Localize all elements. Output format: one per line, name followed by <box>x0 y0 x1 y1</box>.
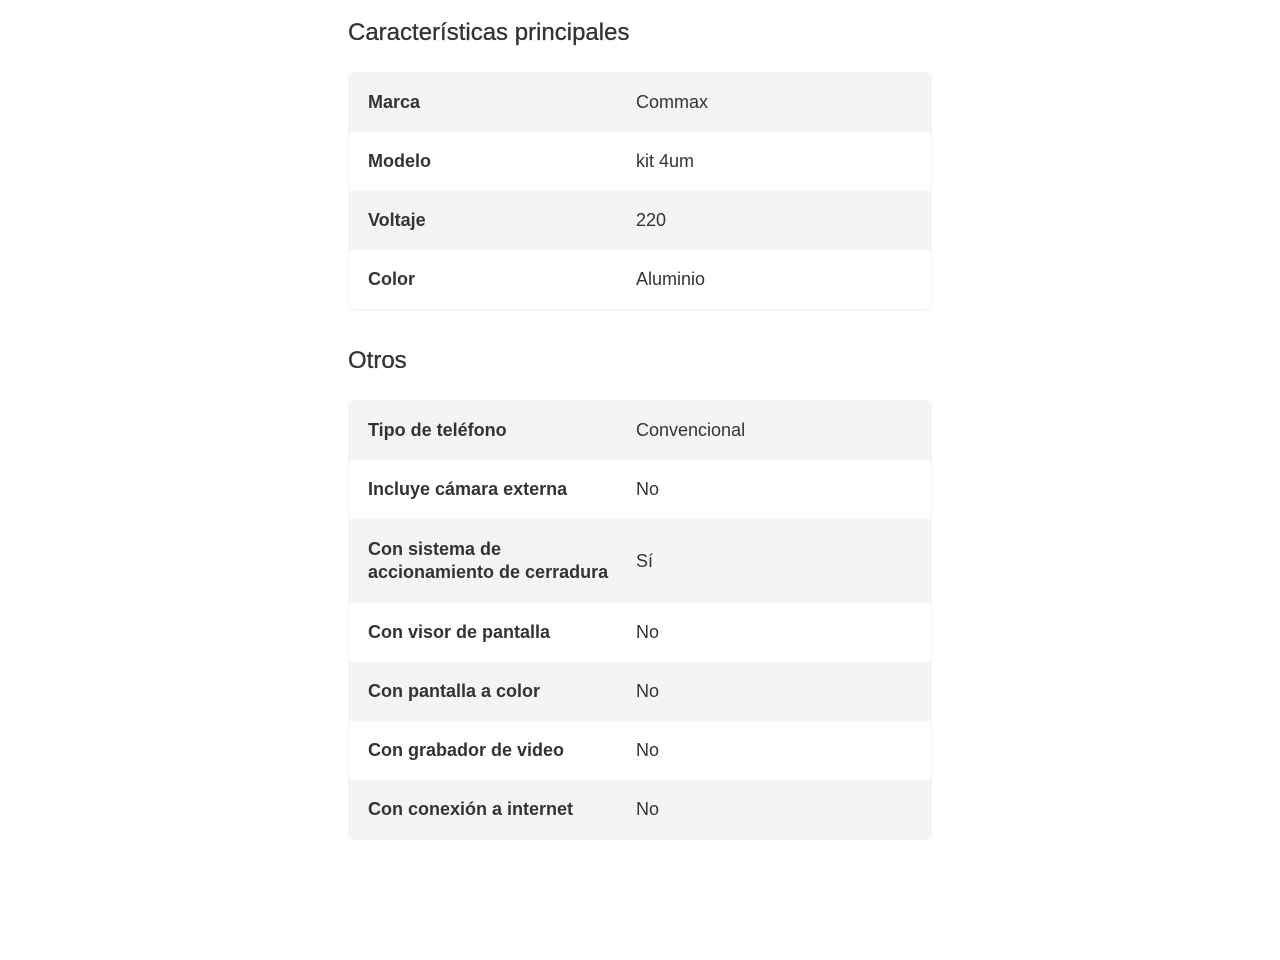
spec-value: 220 <box>636 210 667 230</box>
table-row <box>349 73 931 132</box>
specs-container <box>348 0 930 840</box>
spec-value: Aluminio <box>636 269 706 289</box>
spec-key: Color <box>368 269 415 289</box>
main-features-table <box>348 72 932 310</box>
spec-key: Tipo de teléfono <box>368 420 507 440</box>
spec-value: No <box>636 479 660 499</box>
spec-key: Con pantalla a color <box>368 681 541 701</box>
spec-key: Con grabador de video <box>368 740 565 760</box>
spec-key: Voltaje <box>368 210 426 230</box>
table-row <box>349 662 931 721</box>
spec-value: Sí <box>636 550 654 571</box>
spec-value: kit 4um <box>636 151 695 171</box>
spec-key: Con sistema de accionamiento de cerradura <box>368 539 609 582</box>
table-row <box>349 780 931 839</box>
spec-key: Con visor de pantalla <box>368 622 551 642</box>
table-row <box>349 721 931 780</box>
spec-key: Marca <box>368 92 421 112</box>
otros-table <box>348 400 932 840</box>
spec-key: Incluye cámara externa <box>368 479 568 499</box>
table-row <box>349 460 931 519</box>
spec-value: No <box>636 622 660 642</box>
table-row <box>349 519 931 603</box>
table-row <box>349 401 931 460</box>
table-row <box>349 132 931 191</box>
spec-value: Commax <box>636 92 709 112</box>
section-title-main-features: Características principales <box>348 19 630 46</box>
table-row <box>349 191 931 250</box>
spec-value: Convencional <box>636 420 746 440</box>
section-title-otros: Otros <box>348 347 407 374</box>
spec-key: Modelo <box>368 151 431 171</box>
spec-value: No <box>636 740 660 760</box>
table-row <box>349 603 931 662</box>
spec-value: No <box>636 799 660 819</box>
spec-key: Con conexión a internet <box>368 799 574 819</box>
spec-value: No <box>636 681 660 701</box>
table-row <box>349 250 931 309</box>
